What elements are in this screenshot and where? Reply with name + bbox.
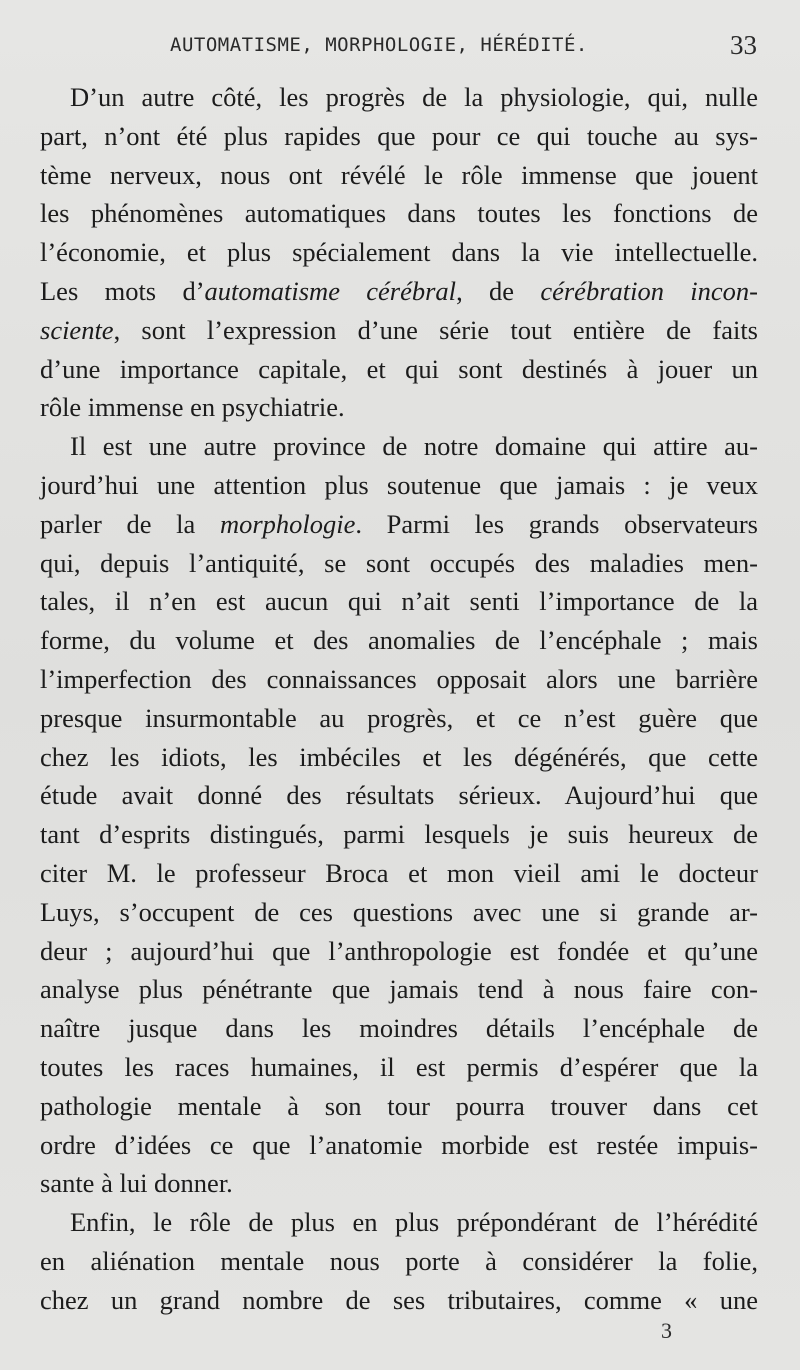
italic-term: cérébration incon- bbox=[540, 275, 758, 306]
text-run: . Parmi les grands observateurs bbox=[355, 508, 758, 539]
text-line: en aliénation mentale nous porte à considérer la folie, bbox=[40, 1245, 758, 1276]
text-line: Il est une autre province de notre domaine qui attire au- bbox=[70, 431, 758, 462]
text-line-italic-mixed bbox=[40, 311, 758, 350]
page-number: 33 bbox=[730, 30, 757, 60]
text-line-italic-mixed bbox=[40, 272, 758, 311]
running-header bbox=[0, 30, 800, 66]
text-line: chez les idiots, les imbéciles et les dégénérés, que cette bbox=[40, 741, 758, 772]
text-line: citer M. le professeur Broca et mon vieil ami le docteur bbox=[40, 857, 758, 888]
text-line: chez un grand nombre de ses tributaires, comme « une bbox=[40, 1284, 758, 1315]
text-line: tant d’esprits distingués, parmi lesquels je suis heureux de bbox=[40, 819, 758, 850]
text-line: presque insurmontable au progrès, et ce n’est guère que bbox=[40, 702, 758, 733]
body-text bbox=[40, 78, 758, 1320]
text-run: , de bbox=[456, 275, 541, 306]
text-line: D’un autre côté, les progrès de la physiologie, qui, nulle bbox=[70, 82, 758, 112]
text-line: forme, du volume et des anomalies de l’encéphale ; mais bbox=[40, 625, 758, 656]
text-line: les phénomènes automatiques dans toutes les fonctions de bbox=[40, 198, 758, 229]
italic-term: automatisme cérébral bbox=[204, 275, 457, 306]
text-line: pathologie mentale à son tour pourra trouver dans cet bbox=[40, 1090, 758, 1121]
header-title: AUTOMATISME, MORPHOLOGIE, HÉRÉDITÉ. bbox=[170, 34, 588, 56]
text-line: rôle immense en psychiatrie. bbox=[40, 392, 345, 423]
italic-term: morphologie bbox=[219, 508, 356, 539]
text-line: qui, depuis l’antiquité, se sont occupés des maladies men- bbox=[40, 547, 758, 578]
text-line: étude avait donné des résultats sérieux. Aujourd’hui que bbox=[40, 780, 758, 811]
text-line: analyse plus pénétrante que jamais tend à nous faire con- bbox=[40, 974, 758, 1005]
text-line: part, n’ont été plus rapides que pour ce qui touche au sys- bbox=[40, 120, 758, 151]
text-line: deur ; aujourd’hui que l’anthropologie est fondée et qu’une bbox=[40, 935, 758, 966]
text-line: toutes les races humaines, il est permis d’espérer que la bbox=[40, 1051, 758, 1082]
text-line: tales, il n’en est aucun qui n’ait senti l’importance de la bbox=[40, 586, 758, 617]
text-run: , sont l’expression d’une série tout entière de faits bbox=[113, 314, 758, 345]
text-line: l’imperfection des connaissances opposait alors une barrière bbox=[40, 663, 758, 694]
text-run: parler de la bbox=[40, 508, 220, 539]
text-line: sante à lui donner. bbox=[40, 1168, 233, 1199]
text-line: jourd’hui une attention plus soutenue que jamais : je veux bbox=[40, 469, 758, 500]
italic-term: sciente bbox=[40, 314, 114, 345]
text-line: ordre d’idées ce que l’anatomie morbide est restée impuis- bbox=[40, 1129, 758, 1160]
text-run: Les mots d’ bbox=[40, 275, 205, 306]
text-line: d’une importance capitale, et qui sont destinés à jouer un bbox=[40, 353, 758, 384]
text-line: Luys, s’occupent de ces questions avec une si grande ar- bbox=[40, 896, 758, 927]
text-line-italic-mixed bbox=[40, 505, 758, 544]
text-line: l’économie, et plus spécialement dans la vie intellectuelle. bbox=[40, 237, 758, 268]
text-line: tème nerveux, nous ont révélé le rôle immense que jouent bbox=[40, 159, 758, 190]
signature-mark: 3 bbox=[661, 1318, 672, 1343]
text-line: naître jusque dans les moindres détails l’encéphale de bbox=[40, 1013, 758, 1044]
text-line: Enfin, le rôle de plus en plus prépondérant de l’hérédité bbox=[70, 1207, 758, 1238]
